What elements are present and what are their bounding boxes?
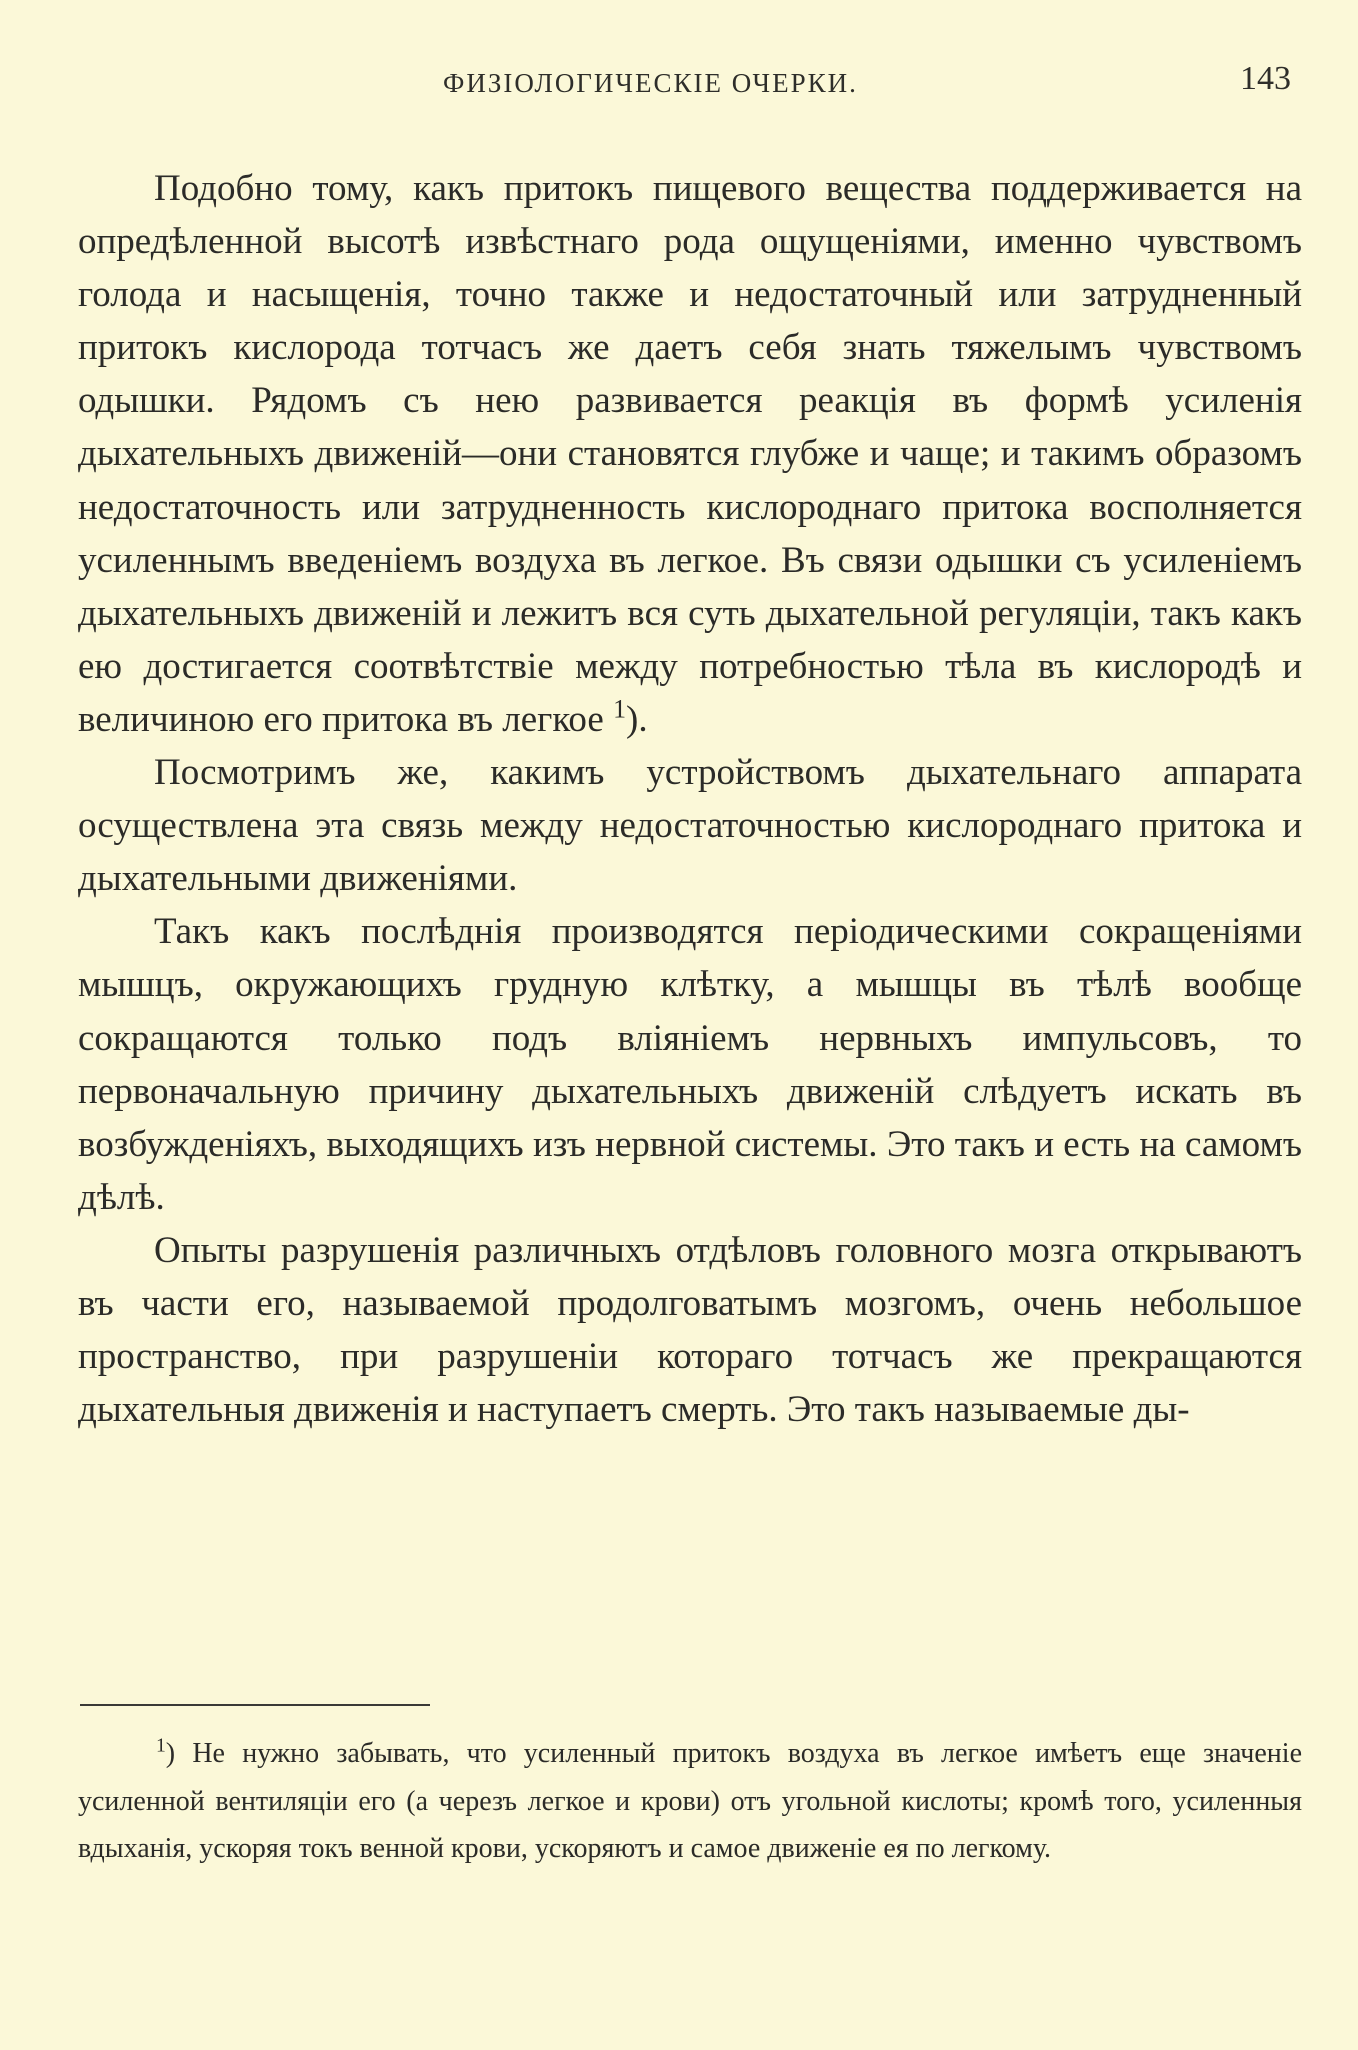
- footnote-ref: 1: [613, 694, 627, 724]
- paragraph: [78, 162, 1302, 746]
- footnote: [78, 1730, 1302, 1873]
- footnotes: [78, 1730, 1302, 1873]
- paragraph: Такъ какъ послѣднiя производятся перiодическими сокращенiями мышцъ, окружающихъ грудную клѣтку, а мышцы въ тѣлѣ вообще сокращаются только подъ влiянiемъ нервныхъ импульсовъ, то первоначальную причину дыхательныхъ движенiй слѣдуетъ искать въ возбужденiяхъ, выходящихъ изъ нервной системы. Это такъ и есть на самомъ дѣлѣ.: [78, 911, 1302, 1218]
- paragraph-end: ).: [626, 698, 648, 740]
- body-text: [78, 162, 1302, 1436]
- footnote-close: ): [165, 1738, 176, 1769]
- page-number: 143: [1240, 60, 1291, 97]
- paragraph-text: Подобно тому, какъ притокъ пищевого вещества поддерживается на опредѣленной высотѣ извѣстнаго рода ощущенiями, именно чувствомъ голода и насыщенiя, точно также и недостаточный или затрудненный притокъ кислорода тотчасъ же даетъ себя знать тяжелымъ чувствомъ одышки. Рядомъ съ нею развивается реакцiя въ формѣ усиленiя дыхательныхъ движенiй—они становятся глубже и чаще; и такимъ образомъ недостаточность или затрудненность кислороднаго притока восполняется усиленнымъ введенiемъ воздуха въ легкое. Въ связи одышки съ усиленiемъ дыхательныхъ движенiй и лежитъ вся суть дыхательной регуляцiи, такъ какъ ею достигается соотвѣтствiе между потребностью тѣла въ кислородѣ и величиною его притока въ легкое: [78, 168, 1302, 740]
- paragraph: Посмотримъ же, какимъ устройствомъ дыхательнаго аппарата осуществлена эта связь между недостаточностью кислороднаго притока и дыхательными движенiями.: [78, 752, 1302, 900]
- paragraph: Опыты разрушенiя различныхъ отдѣловъ головного мозга открываютъ въ части его, называемой продолговатымъ мозгомъ, очень небольшое пространство, при разрушенiи котораго тотчасъ же прекращаются дыхательныя движенiя и наступаетъ смерть. Это такъ называемые ды-: [78, 1229, 1302, 1431]
- running-head: ФИЗIОЛОГИЧЕСКIЕ ОЧЕРКИ.: [443, 68, 858, 98]
- footnote-mark: 1: [156, 1735, 166, 1757]
- footnote-divider: [80, 1704, 430, 1706]
- footnote-text: Не нужно забывать, что усиленный притокъ воздуха въ легкое имѣетъ еще значенiе усиленной вентиляцiи его (а черезъ легкое и крови) отъ угольной кислоты; кромѣ того, усиленныя вдыханiя, ускоряя токъ венной крови, ускоряютъ и самое движенiе ея по легкому.: [78, 1738, 1302, 1864]
